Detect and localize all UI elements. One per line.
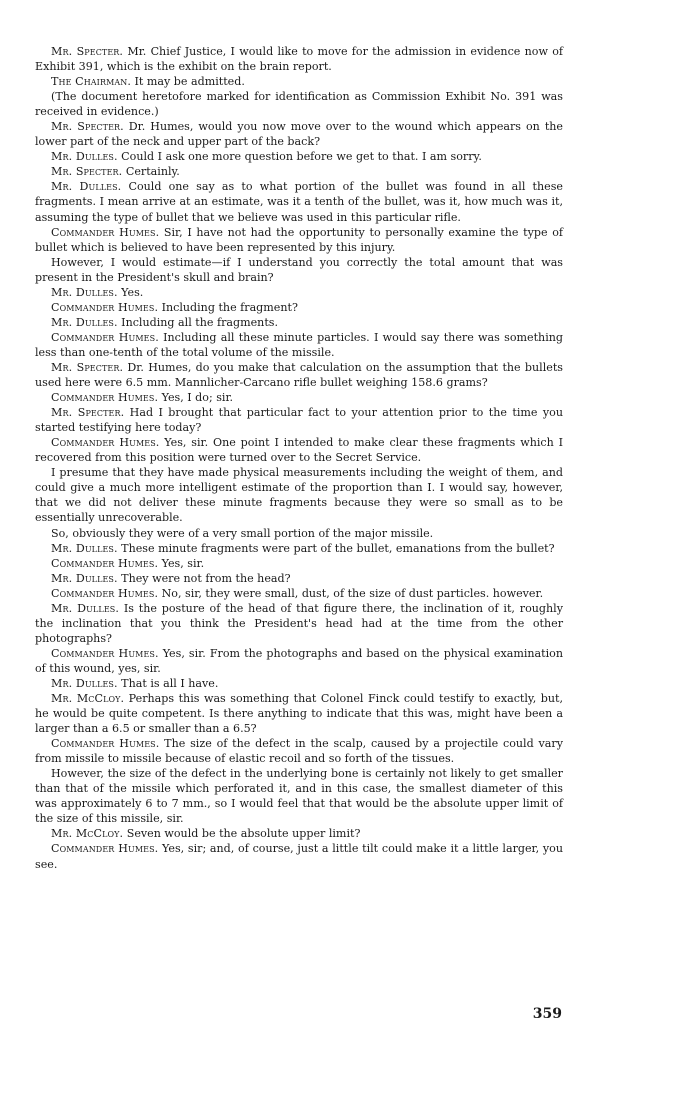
- transcript-paragraph: [35, 841, 563, 871]
- transcript-paragraph: [35, 255, 563, 285]
- speaker-name: Commander Humes.: [51, 842, 159, 856]
- paragraph-text: Is the posture of the head of that figure there, the inclination of it, roughly the inclination that you think the President's head had at the time from the other photographs?: [35, 601, 563, 645]
- transcript-paragraph: [35, 405, 563, 435]
- speaker-name: Mr. Dulles.: [51, 676, 118, 690]
- paragraph-text: However, the size of the defect in the underlying bone is certainly not likely to get smaller than that of the missile which perforated it, and in this case, the smallest diameter of this was approximately 6 to 7 mm., so I would feel that that would be the absolute upper limit of the size of this missile, sir.: [35, 767, 563, 826]
- transcript-paragraph: [35, 541, 563, 556]
- page-number: 359: [532, 1006, 562, 1022]
- speaker-name: Mr. Specter.: [51, 360, 124, 374]
- speaker-name: Mr. Specter.: [51, 165, 123, 179]
- transcript-paragraph: [35, 225, 563, 255]
- speaker-name: Commander Humes.: [51, 646, 159, 660]
- paragraph-text: That is all I have.: [117, 676, 219, 690]
- transcript-paragraph: [35, 676, 563, 691]
- paragraph-text: No, sir, they were small, dust, of the size of dust particles. however.: [158, 586, 544, 600]
- paragraph-text: Including all these minute particles. I would say there was something less than one-tenth of the total volume of the missile.: [35, 330, 563, 359]
- paragraph-text: Mr. Chief Justice, I would like to move for the admission in evidence now of Exhibit 391, which is the exhibit on the brain report.: [35, 45, 563, 74]
- paragraph-text: Yes, I do; sir.: [158, 391, 234, 405]
- speaker-name: Mr. Specter.: [51, 406, 125, 420]
- transcript-paragraph: [35, 826, 563, 841]
- paragraph-text: Yes, sir. From the photographs and based on the physical examination of this wound, yes, sir.: [35, 646, 563, 675]
- paragraph-text: Including the fragment?: [158, 300, 298, 314]
- paragraph-text: They were not from the head?: [117, 571, 291, 585]
- transcript-paragraph: [35, 586, 563, 601]
- paragraph-text: Perhaps this was something that Colonel Finck could testify to exactly, but, he would be quite competent. Is there anything to indicate that this was, might have been a larger than a 6.5 or smaller than a 6.5?: [35, 692, 563, 736]
- transcript-paragraph: [35, 766, 563, 826]
- speaker-name: Commander Humes.: [51, 556, 159, 570]
- speaker-name: Mr. McCloy.: [51, 827, 124, 841]
- speaker-name: Commander Humes.: [51, 330, 159, 344]
- paragraph-text: I presume that they have made physical measurements including the weight of them, and could give a much more intelligent estimate of the proportion than I. I would say, however, that we did not deliver these minute fragments because they were so small as to be essentially unrecoverable.: [35, 466, 563, 525]
- paragraph-text: (The document heretofore marked for identification as Commission Exhibit No. 391 was received in evidence.): [35, 90, 563, 119]
- speaker-name: Mr. Dulles.: [51, 180, 122, 194]
- paragraph-text: Yes, sir.: [158, 556, 205, 570]
- paragraph-text: Certainly.: [122, 165, 180, 179]
- paragraph-text: Had I brought that particular fact to your attention prior to the time you started testifying here today?: [35, 406, 563, 435]
- transcript-paragraph: [35, 601, 563, 646]
- paragraph-text: So, obviously they were of a very small portion of the major missile.: [51, 526, 434, 540]
- transcript-body: [35, 44, 563, 872]
- speaker-name: Commander Humes.: [51, 225, 160, 239]
- speaker-name: Mr. Dulles.: [51, 541, 118, 555]
- transcript-paragraph: [35, 149, 563, 164]
- speaker-name: Commander Humes.: [51, 391, 159, 405]
- paragraph-text: It may be admitted.: [130, 75, 245, 89]
- paragraph-text: Could I ask one more question before we get to that. I am sorry.: [117, 150, 482, 164]
- transcript-paragraph: [35, 526, 563, 541]
- speaker-name: Mr. Dulles.: [51, 601, 119, 615]
- speaker-name: Commander Humes.: [51, 737, 160, 751]
- transcript-paragraph: [35, 315, 563, 330]
- transcript-paragraph: [35, 44, 563, 74]
- speaker-name: Mr. Specter.: [51, 120, 124, 134]
- transcript-paragraph: [35, 465, 563, 525]
- speaker-name: Mr. Dulles.: [51, 315, 118, 329]
- transcript-paragraph: [35, 300, 563, 315]
- speaker-name: Commander Humes.: [51, 300, 159, 314]
- transcript-paragraph: [35, 360, 563, 390]
- transcript-paragraph: [35, 119, 563, 149]
- paragraph-text: Sir, I have not had the opportunity to personally examine the type of bullet which is believed to have been represented by this injury.: [35, 225, 563, 254]
- paragraph-text: Including all the fragments.: [117, 315, 279, 329]
- paragraph-text: However, I would estimate—if I understand you correctly the total amount that was present in the President's skull and brain?: [35, 255, 563, 284]
- transcript-paragraph: [35, 646, 563, 676]
- transcript-paragraph: [35, 736, 563, 766]
- speaker-name: The Chairman.: [51, 75, 131, 89]
- speaker-name: Mr. Dulles.: [51, 571, 118, 585]
- transcript-paragraph: [35, 89, 563, 119]
- paragraph-text: Dr. Humes, would you now move over to the wound which appears on the lower part of the neck and upper part of the back?: [35, 120, 563, 149]
- transcript-paragraph: [35, 74, 563, 89]
- paragraph-text: Seven would be the absolute upper limit?: [123, 827, 361, 841]
- transcript-paragraph: [35, 691, 563, 736]
- paragraph-text: These minute fragments were part of the bullet, emanations from the bullet?: [117, 541, 555, 555]
- speaker-name: Mr. Specter.: [51, 45, 124, 58]
- transcript-paragraph: [35, 330, 563, 360]
- paragraph-text: Yes, sir. One point I intended to make clear these fragments which I recovered from this position were turned over to the Secret Service.: [35, 436, 563, 465]
- paragraph-text: Dr. Humes, do you make that calculation on the assumption that the bullets used here were 6.5 mm. Mannlicher-Carcano rifle bullet weighing 158.6 grams?: [35, 360, 563, 390]
- transcript-paragraph: [35, 571, 563, 586]
- transcript-paragraph: [35, 285, 563, 300]
- speaker-name: Mr. Dulles.: [51, 285, 118, 299]
- paragraph-text: The size of the defect in the scalp, caused by a projectile could vary from missile to missile because of elastic recoil and so forth of the tissues.: [35, 737, 563, 766]
- transcript-paragraph: [35, 435, 563, 465]
- speaker-name: Mr. Dulles.: [51, 150, 118, 164]
- speaker-name: Commander Humes.: [51, 586, 159, 600]
- speaker-name: Commander Humes.: [51, 436, 160, 450]
- paragraph-text: Yes, sir; and, of course, just a little tilt could make it a little larger, you see.: [35, 842, 563, 871]
- transcript-paragraph: [35, 390, 563, 405]
- speaker-name: Mr. McCloy.: [51, 692, 125, 706]
- transcript-paragraph: [35, 179, 563, 224]
- transcript-paragraph: [35, 164, 563, 179]
- paragraph-text: Could one say as to what portion of the bullet was found in all these fragments. I mean arrive at an estimate, was it a tenth of the bullet, was it, how much was it, assuming the type of bullet that we believe was used in this particular rifle.: [35, 180, 563, 224]
- paragraph-text: Yes.: [117, 285, 144, 299]
- transcript-paragraph: [35, 556, 563, 571]
